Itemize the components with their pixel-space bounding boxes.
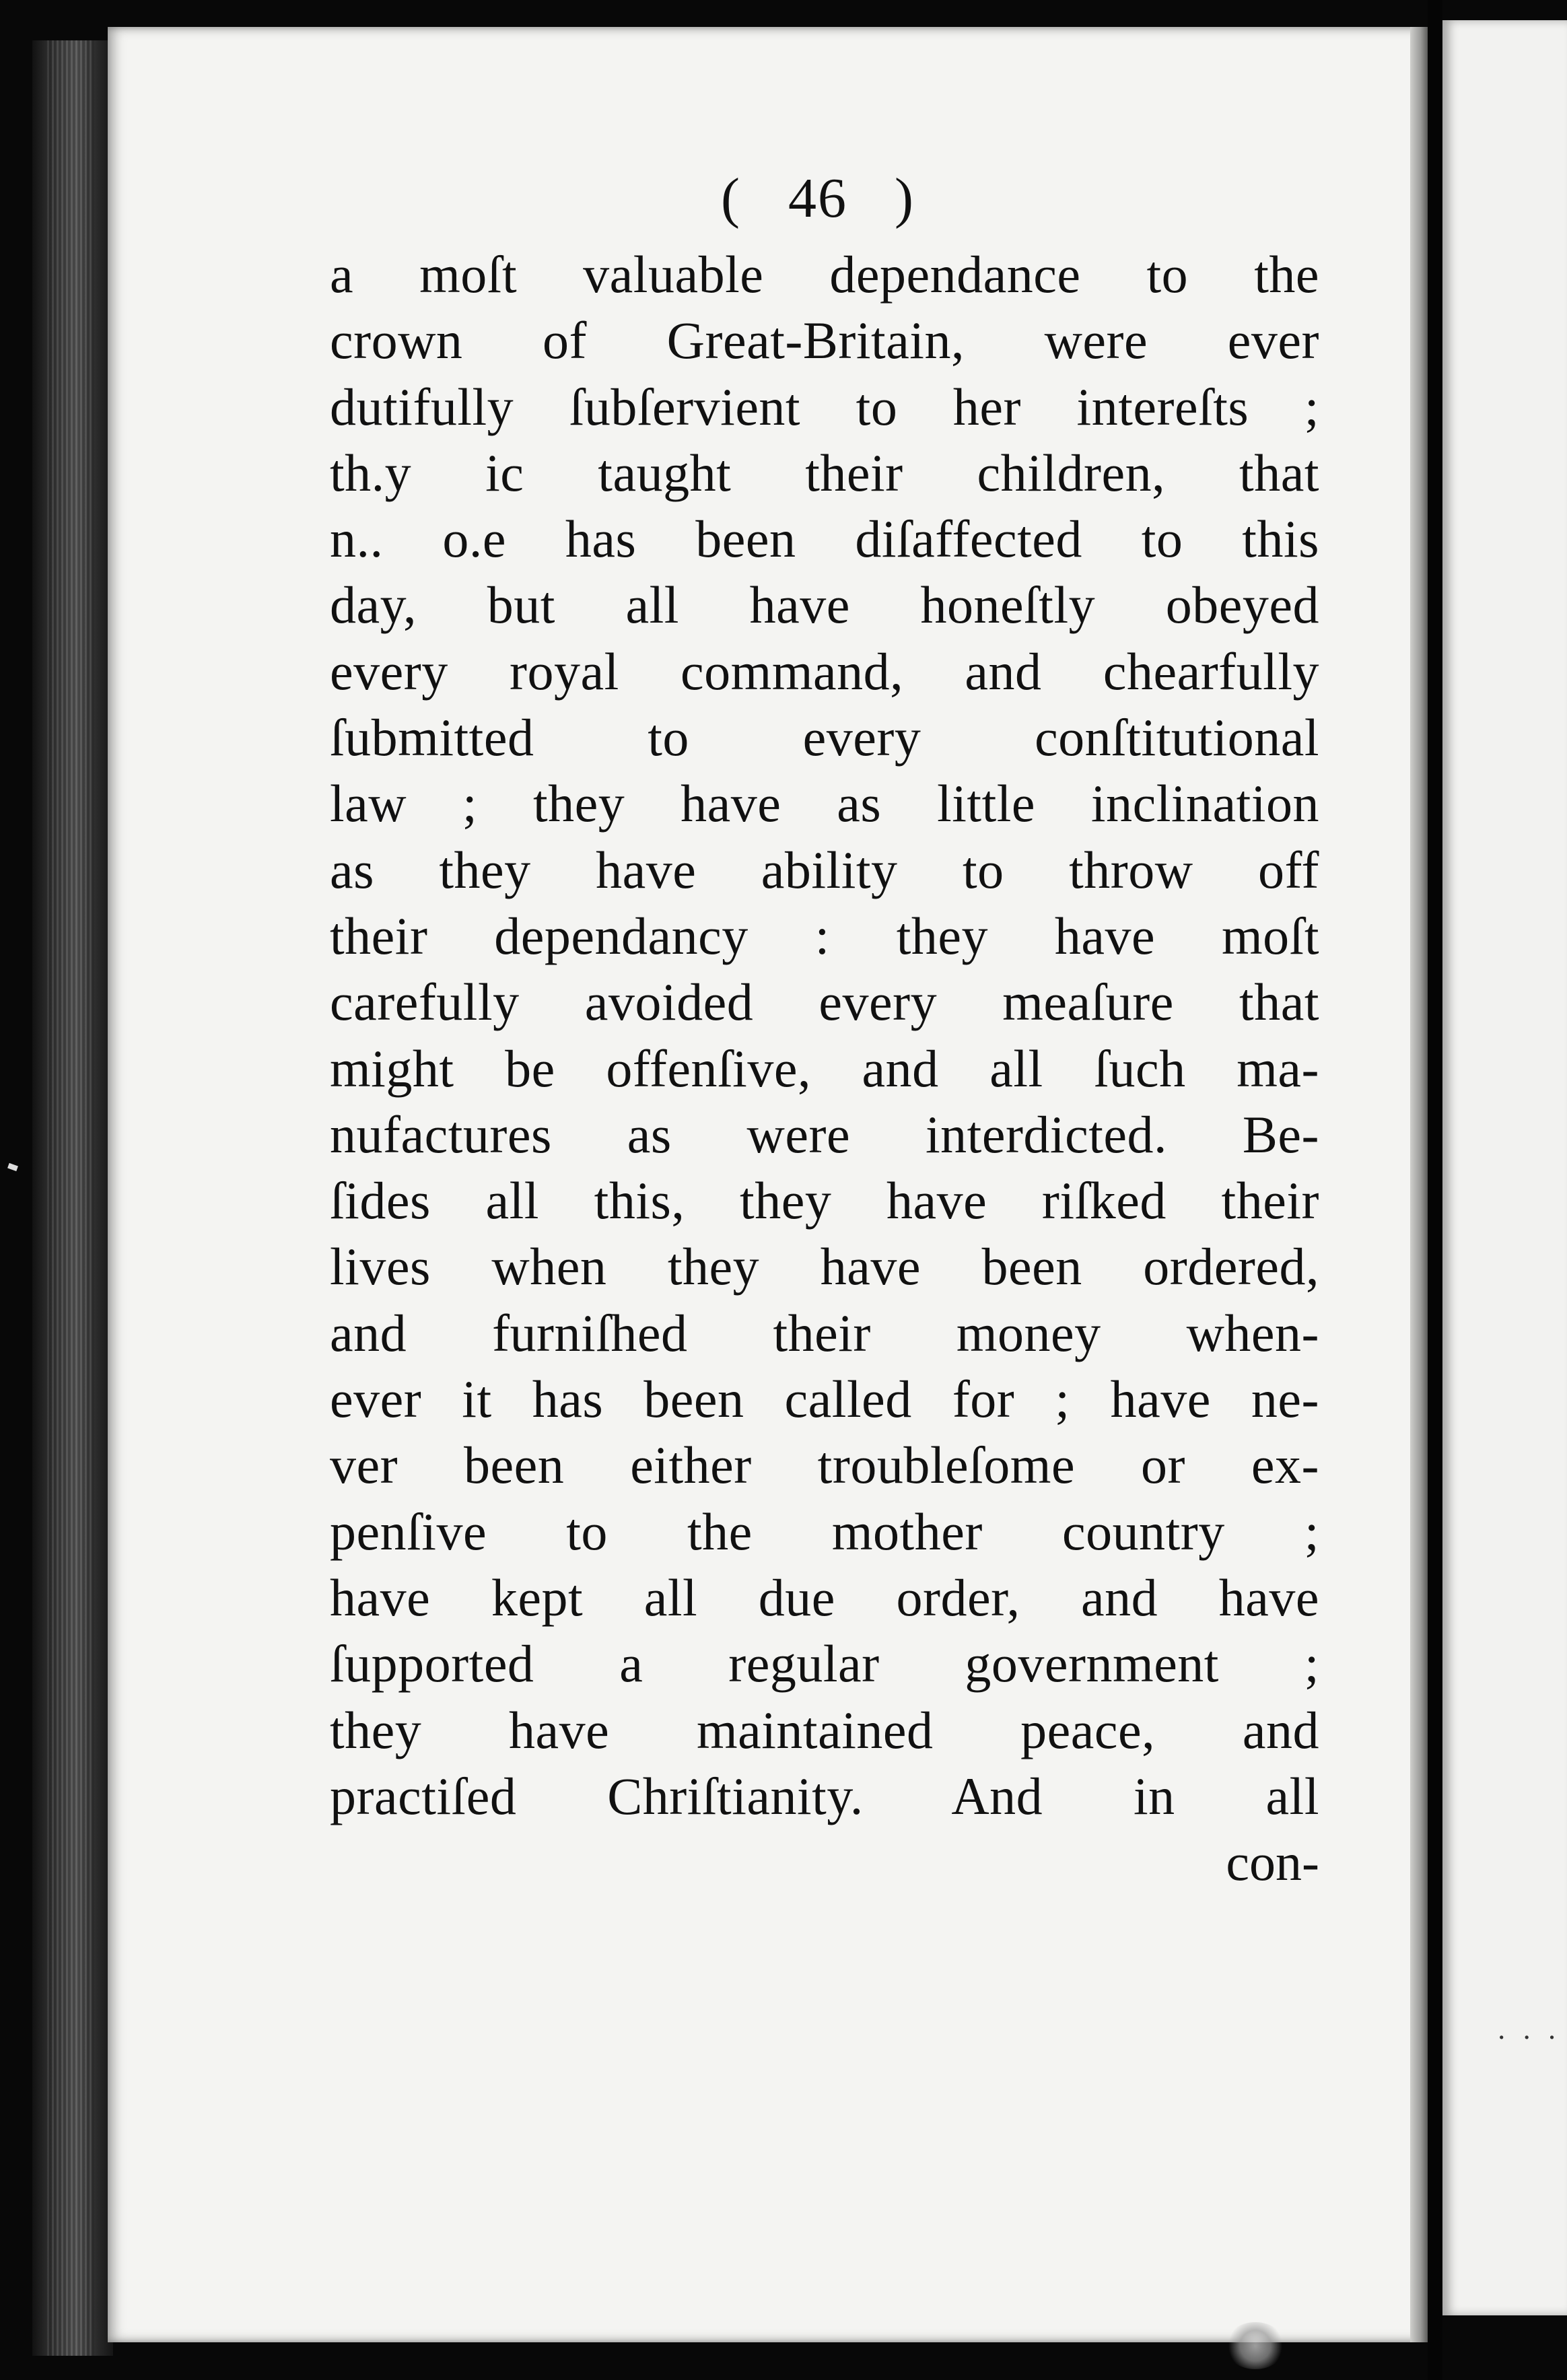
facing-page [1442, 20, 1567, 2315]
scan-speck [7, 1163, 18, 1171]
text-line: law ; they have as little inclination [330, 774, 1319, 833]
text-line: lives when they have been ordered, [330, 1237, 1319, 1296]
text-line: dutifully ſubſervient to her intereſts ; [330, 377, 1319, 436]
page-number: 46 [788, 167, 847, 230]
book-binding [32, 40, 113, 2356]
text-line: carefully avoided every meaſure that [330, 973, 1319, 1032]
text-line: ſides all this, they have riſked their [330, 1171, 1319, 1230]
text-line: n.. o.e has been diſaffected to this [330, 510, 1319, 569]
facing-page-marks: · · · [1497, 2023, 1560, 2054]
text-line: their dependancy : they have moſt [330, 906, 1319, 965]
text-line: crown of Great-Britain, were ever [330, 311, 1319, 370]
text-line: nufactures as were interdicted. Be- [330, 1105, 1319, 1164]
text-line: as they have ability to throw off [330, 840, 1319, 899]
text-line: and furniſhed their money when- [330, 1303, 1319, 1362]
text-line: practiſed Chriſtianity. And in all [330, 1766, 1319, 1825]
text-line: day, but all have honeſtly obeyed [330, 575, 1319, 635]
text-line: ever it has been called for ; have ne- [330, 1370, 1319, 1429]
text-line: penſive to the mother country ; [330, 1502, 1319, 1561]
page-text [330, 158, 1319, 1895]
text-line: they have maintained peace, and [330, 1700, 1319, 1759]
text-line: every royal command, and chearfully [330, 641, 1319, 701]
text-line: ver been either troubleſome or ex- [330, 1436, 1319, 1495]
open-paren: ( [721, 167, 741, 230]
text-line: ſubmitted to every conſtitutional [330, 708, 1319, 767]
text-line: ſupported a regular government ; [330, 1634, 1319, 1693]
text-line: might be offenſive, and all ſuch ma- [330, 1039, 1319, 1098]
page-edge [1410, 27, 1428, 2342]
catchword: con- [1226, 1833, 1319, 1892]
running-head [316, 158, 1319, 239]
ink-blot [1225, 2322, 1286, 2369]
page-gap [1428, 0, 1442, 2380]
text-line: have kept all due order, and have [330, 1568, 1319, 1627]
text-line: a moſt valuable dependance to the [330, 245, 1319, 304]
close-paren: ) [895, 167, 915, 230]
text-line: th.y ic taught their children, that [330, 443, 1319, 502]
